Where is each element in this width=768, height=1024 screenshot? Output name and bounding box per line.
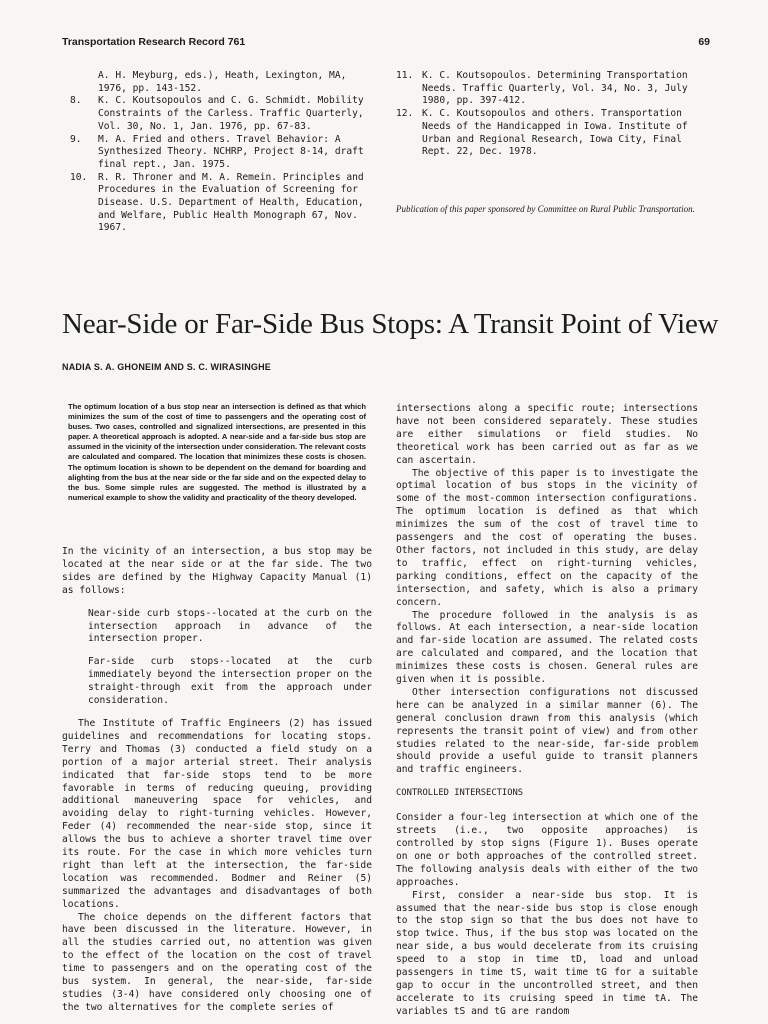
paragraph: In the vicinity of an intersection, a bus stop may be located at the near side or at the far side. The two sides are defined by the Highway Capacity Manual (1) as follows: <box>62 546 372 596</box>
journal-name: Transportation Research Record 761 <box>62 36 246 48</box>
references-left <box>60 70 376 235</box>
definition-near-side: Near-side curb stops--located at the curb on the intersection approach in advance of the intersection proper. <box>88 607 372 645</box>
paragraph: intersections along a specific route; intersections have not been considered separately. These studies are either simulations or field studies. No theoretical work has been carried out as far as we can ascertain. <box>396 403 698 466</box>
paragraph: The procedure followed in the analysis is as follows. At each intersection, a near-side location and far-side location are assumed. The related costs are calculated and compared, and the location that minimizes these costs is chosen. General rules are given when it is possible. <box>396 609 698 686</box>
page-number: 69 <box>698 36 710 48</box>
reference-item: A. H. Meyburg, eds.), Heath, Lexington, MA, 1976, pp. 143-152. <box>98 70 347 94</box>
reference-item: 8. K. C. Koutsopoulos and C. G. Schmidt. Mobility Constraints of the Carless. Traffic Quarterly, Vol. 30, No. 1, Jan. 1976, pp. 67-83. <box>70 95 364 132</box>
reference-item: 12. K. C. Koutsopoulos and others. Transportation Needs of the Handicapped in Iowa. Institute of Urban and Regional Research, Iowa City, Final Rept. 22, Dec. 1978. <box>396 108 688 158</box>
reference-item: 10. R. R. Throner and M. A. Remein. Principles and Procedures in the Evaluation of Screening for Disease. U.S. Department of Health, Education, and Welfare, Public Health Monograph 67, Nov. 1967. <box>70 171 364 234</box>
paragraph: First, consider a near-side bus stop. It is assumed that the near-side bus stop is close enough to the stop sign so that the bus does not have to stop twice. Thus, if the bus stop was located on the near side, a bus would decelerate from its cruising speed to a stop in time tD, load and unload passengers in time tS, wait time tG for a suitable gap to occur in the uncontrolled street, and then accelerate to its cruising speed in time tA. The variables tS and tG are random <box>396 889 698 1017</box>
abstract: The optimum location of a bus stop near an intersection is defined as that which minimizes the sum of the cost of time to passengers and the operating cost of buses. Two cases, controlled and signalized intersections, are presented in this paper. A theoretical approach is adopted. A near-side and a far-side bus stop are assumed in the vicinity of the intersection under consideration. The relevant costs are calculated and compared. The location that minimizes these costs is chosen. The optimum location is shown to be dependent on the demand for boarding and alighting from the bus at the near side or the far side and on the expected delay to the bus. Some simple rules are suggested. The method is illustrated by a numerical example to show the validity and practicality of the theory developed. <box>68 402 366 502</box>
references-right <box>396 70 698 159</box>
paragraph: The objective of this paper is to investigate the optimal location of bus stops in the vicinity of some of the most-common intersection configurations. The optimum location is defined as that which minimizes the sum of the cost of travel time to passengers and the cost of operating the buses. Other factors, not included in this study, are delay to traffic, effect on right-turning vehicles, parking conditions, effect on the capacity of the intersection, and safety, which is also a primary concern. <box>396 467 698 608</box>
article-title: Near-Side or Far-Side Bus Stops: A Transit Point of View <box>62 308 719 340</box>
section-heading: CONTROLLED INTERSECTIONS <box>396 788 524 799</box>
paragraph: The choice depends on the different factors that have been discussed in the literature. However, in all the studies carried out, no attention was given to the effect of the location on the cost of travel time to passengers and on the operating cost of the bus system. In general, the near-side, far-side studies (3-4) have considered only choosing one of the two alternatives for the complete series of <box>62 911 372 1013</box>
body-column-right <box>396 403 698 1019</box>
reference-item: 9. M. A. Fried and others. Travel Behavior: A Synthesized Theory. NCHRP, Project 8-14, draft final rept., Jan. 1975. <box>70 133 364 170</box>
running-header <box>62 36 710 52</box>
reference-item: 11. K. C. Koutsopoulos. Determining Transportation Needs. Traffic Quarterly, Vol. 34, No. 3, July 1980, pp. 397-412. <box>396 70 688 107</box>
paragraph: Consider a four-leg intersection at which one of the streets (i.e., two opposite approaches) is controlled by stop signs (Figure 1). Buses operate on one or both approaches of the controlled street. The following analysis deals with either of the two approaches. <box>396 812 698 888</box>
definition-far-side: Far-side curb stops--located at the curb immediately beyond the intersection proper on the straight-through exit from the approach under consideration. <box>88 656 372 707</box>
article-authors: NADIA S. A. GHONEIM AND S. C. WIRASINGHE <box>62 362 272 372</box>
paragraph: The Institute of Traffic Engineers (2) has issued guidelines and recommendations for locating stops. Terry and Thomas (3) conducted a field study on a portion of a major arterial street. Their analysis indicated that far-side stops tend to be more favorable in terms of reducing queuing, providing additional maneuvering space for vehicles, and avoiding delay to right-turning vehicles. However, Feder (4) recommended the near-side stop, since it allows the bus to achieve a shorter travel time over its route. For the case in which more vehicles turn right than left at the intersection, the far-side location was recommended. Bodmer and Reiner (5) summarized the advantages and disadvantages of both locations. <box>62 717 372 910</box>
paragraph: Other intersection configurations not discussed here can be analyzed in a similar manner (6). The general conclusion drawn from this analysis (which represents the transit point of view) and from other studies related to the near-side, far-side problem should provide a useful guide to transit planners and traffic engineers. <box>396 686 698 776</box>
body-column-left <box>62 546 372 1015</box>
publication-note: Publication of this paper sponsored by Committee on Rural Public Transportation. <box>396 204 695 214</box>
